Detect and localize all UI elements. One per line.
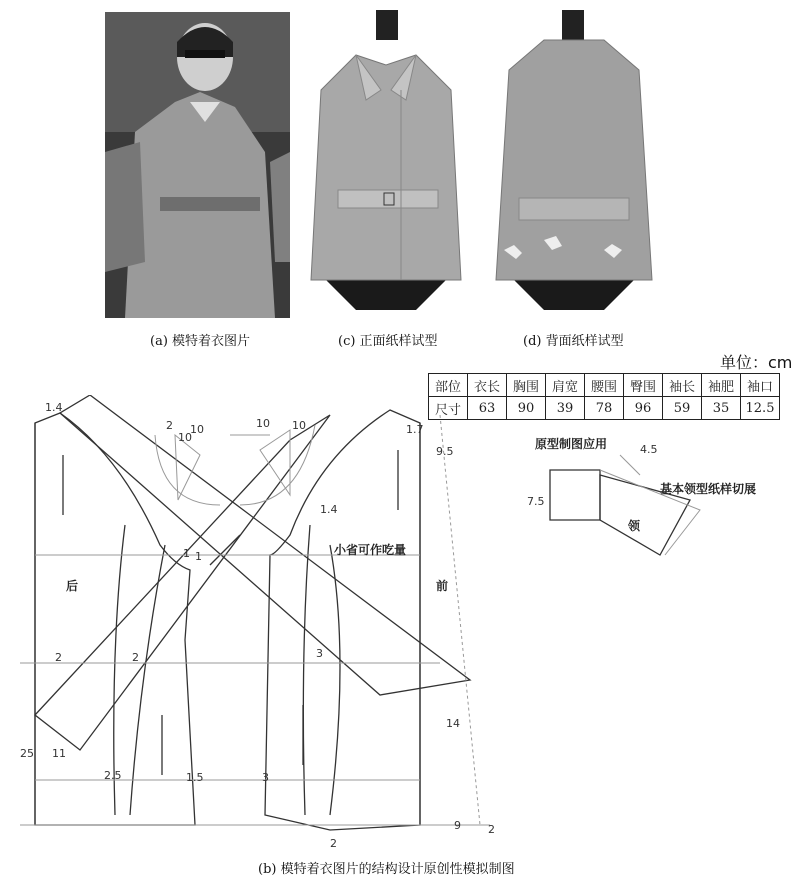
measure-label: 4.5 [640,443,658,456]
spec-header-cell: 腰围 [585,374,624,397]
measure-label: 1.7 [406,423,424,436]
spec-header-cell: 部位 [429,374,468,397]
spec-header-cell: 胸围 [507,374,546,397]
measure-label: 9.5 [436,445,454,458]
measure-label: 2.5 [104,769,122,782]
measure-label: 3 [262,771,269,784]
caption-a: (a) 模特着衣图片 [150,334,251,349]
measure-label: 10 [256,417,270,430]
caption-c: (c) 正面纸样试型 [338,334,438,349]
measure-label: 2 [55,651,62,664]
back-muslin-photo [484,10,664,318]
measure-label: 2 [132,651,139,664]
spec-value-cell: 96 [624,397,663,420]
measure-label: 1.5 [186,771,204,784]
measure-label: 11 [52,747,66,760]
measure-label: 1 [183,547,190,560]
spec-value-cell: 59 [663,397,702,420]
measure-label: 14 [446,717,460,730]
spec-header-cell: 袖口 [741,374,780,397]
measure-label: 3 [316,647,323,660]
front-label: 前 [436,579,449,593]
spec-value-cell: 尺寸 [429,397,468,420]
spec-value-cell: 90 [507,397,546,420]
spec-header-cell: 衣长 [468,374,507,397]
pattern-diagram [0,395,796,882]
spec-value-cell: 39 [546,397,585,420]
spec-value-cell: 35 [702,397,741,420]
model-photo [105,12,290,318]
measure-label: 10 [190,423,204,436]
spec-value-cell: 78 [585,397,624,420]
measure-label: 10 [292,419,306,432]
measure-label: 7.5 [527,495,545,508]
collar-note: 基本领型纸样切展 [660,482,757,496]
measure-label: 2 [488,823,495,836]
collar-title: 原型制图应用 [535,437,608,451]
measure-label: 2 [166,419,173,432]
spec-header-cell: 臀围 [624,374,663,397]
spec-header-cell: 袖肥 [702,374,741,397]
caption-b: (b) 模特着衣图片的结构设计原创性模拟制图 [258,862,515,877]
measure-label: 9 [454,819,461,832]
front-muslin-photo [296,10,476,318]
spec-header-cell: 袖长 [663,374,702,397]
measure-label: 1.4 [320,503,338,516]
measure-label: 1 [195,550,202,563]
dart-note: 小省可作吃量 [334,543,407,557]
measure-label: 25 [20,747,34,760]
pattern-lines [0,395,796,882]
spec-value-cell: 12.5 [741,397,780,420]
measure-label: 10 [178,431,192,444]
spec-header-row [429,374,780,397]
unit-label: 单位：cm [720,353,793,372]
collar-label: 领 [628,519,641,533]
spec-value-cell: 63 [468,397,507,420]
caption-d: (d) 背面纸样试型 [523,334,624,349]
spec-header-cell: 肩宽 [546,374,585,397]
back-label: 后 [66,579,79,593]
measure-label: 2 [330,837,337,850]
measure-label: 1.4 [45,401,63,414]
